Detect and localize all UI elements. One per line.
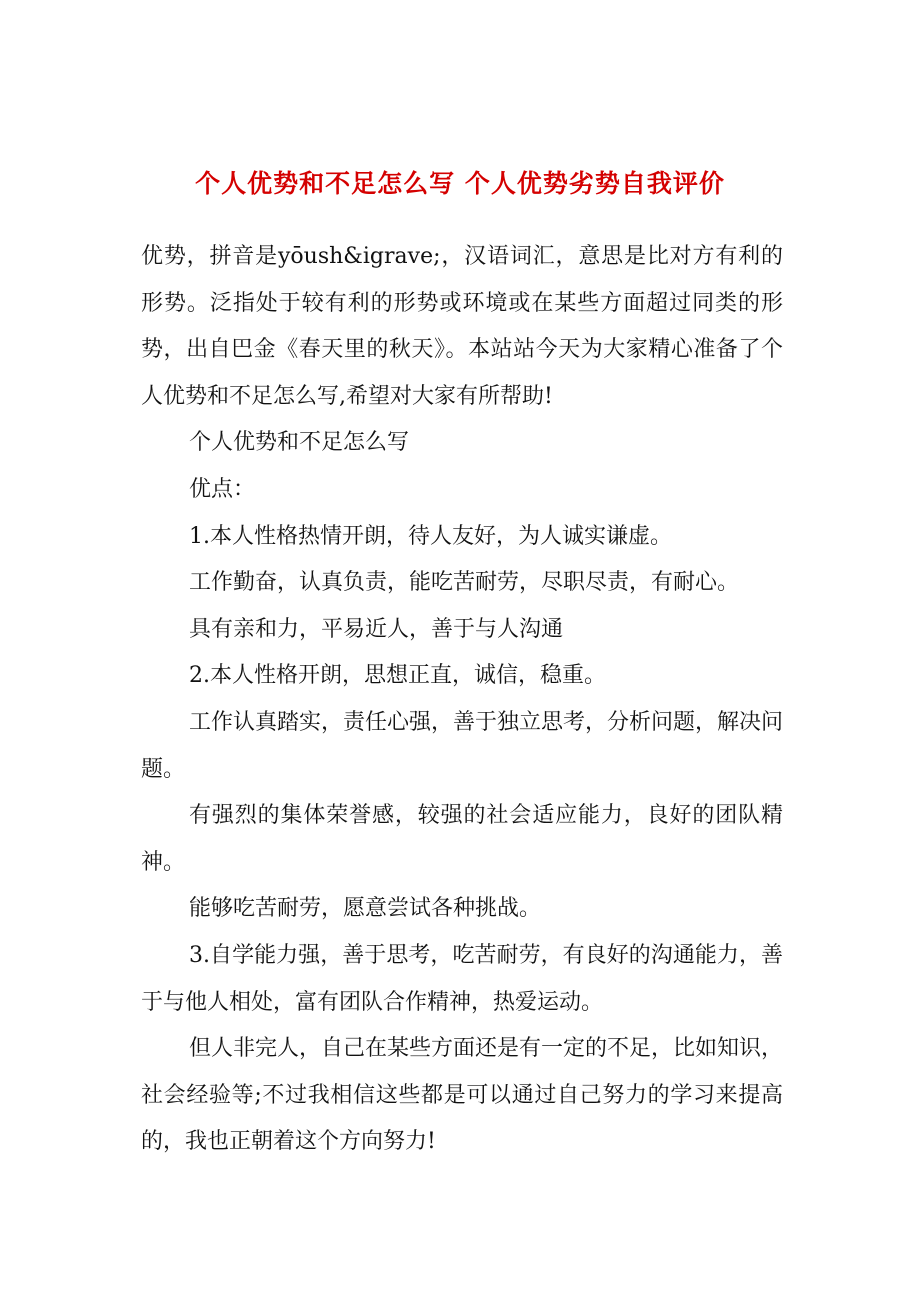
- document-body: [141, 234, 783, 1166]
- paragraph-point-2-work: 工作认真踏实，责任心强，善于独立思考，分析问题，解决问题。: [141, 709, 784, 782]
- paragraph-point-1-affinity: 具有亲和力，平易近人，善于与人沟通: [189, 616, 564, 642]
- paragraph-strengths-label: 优点：: [189, 476, 256, 502]
- paragraph-point-2: 2.本人性格开朗，思想正直，诚信，稳重。: [189, 663, 606, 689]
- paragraph-subheading: 个人优势和不足怎么写: [189, 430, 410, 456]
- paragraph-point-2-team: 有强烈的集体荣誉感，较强的社会适应能力，良好的团队精神。: [141, 803, 783, 875]
- paragraph-point-1: 1.本人性格热情开朗，待人友好，为人诚实谦虚。: [189, 523, 672, 549]
- paragraph-intro: 优势，拼音是yōush&igrave;，汉语词汇，意思是比对方有利的形势。泛指处于较有利的形势或环境或在某些方面超过同类的形势，出自巴金《春天里的秋天》。本站站今天为大家精心准备了个人优势和不足怎么写,希望对大家有所帮助!: [141, 244, 783, 409]
- document-title: 个人优势和不足怎么写 个人优势劣势自我评价: [195, 169, 725, 198]
- paragraph-point-2-challenge: 能够吃苦耐劳，愿意尝试各种挑战。: [189, 896, 542, 922]
- paragraph-point-1-work: 工作勤奋，认真负责，能吃苦耐劳，尽职尽责，有耐心。: [189, 570, 740, 596]
- paragraph-weaknesses: 但人非完人，自己在某些方面还是有一定的不足，比如知识，社会经验等;不过我相信这些都是可以通过自己努力的学习来提高的，我也正朝着这个方向努力!: [141, 1036, 784, 1155]
- paragraph-point-3: 3.自学能力强，善于思考，吃苦耐劳，有良好的沟通能力，善于与他人相处，富有团队合作精神，热爱运动。: [141, 942, 783, 1015]
